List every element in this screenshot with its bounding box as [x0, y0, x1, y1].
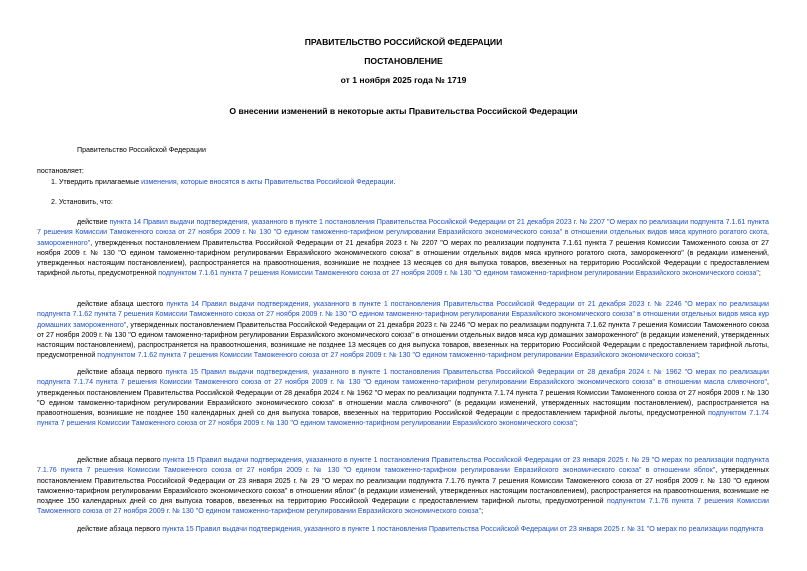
issuer-text: Правительство Российской Федерации: [77, 146, 206, 154]
item-1-prefix: 1. Утвердить прилагаемые: [51, 178, 142, 186]
body-paragraph: [37, 367, 769, 429]
paragraph-text: действие абзаца первого: [77, 368, 166, 376]
paragraph-text: ;: [697, 351, 700, 360]
paragraph-text: действие: [77, 218, 110, 226]
paragraph-text: ;: [481, 507, 484, 516]
paragraph-text: ;: [758, 269, 761, 278]
document-type: ПОСТАНОВЛЕНИЕ: [364, 56, 443, 66]
body-paragraph: [37, 524, 769, 534]
decides-text: постановляет:: [37, 167, 84, 175]
rules-clause-link[interactable]: пункта 15 Правил выдачи подтверждения, указанного в пункте 1 постановления Правительства Российской Федерации от 28 декабря 2024 г. № 1962 "О мерах по реализации подпункта 7.1.74 пункта 7 решения Комиссии Таможенного союза от 27 ноября 2009 г. № 130 "О едином таможенно-тарифном регулировании Евразийского экономического союза" в отношении масла сливочного": [37, 368, 769, 387]
rules-clause-link[interactable]: пункта 14 Правил выдачи подтверждения, указанного в пункте 1 постановления Правительства Российской Федерации от 21 декабря 2023 г. № 2246 "О мерах по реализации подпункта 7.1.62 пункта 7 решения Комиссии Таможенного союза от 27 ноября 2009 г. № 130 "О едином таможенно-тарифном регулировании Евразийского экономического союза" в отношении отдельных видов мяса кур домашних замороженного": [37, 300, 769, 329]
paragraph-text: , утвержденных постановлением Правительства Российской Федерации от 23 января 2025 г. № 29 "О мерах по реализации подпункта 7.1.76 пункта 7 решения Комиссии Таможенного союза от 27 ноября 2009 г. № 130 "О едином таможенно-тарифном регулировании Евразийского экономического союза" в отношении яблок" (в редакции изменений, утвержденных настоящим постановлением), распространяется на правоотношения, возникшие не позднее 150 календарных дней со дня выпуска товаров, ввезенных на территорию Российской Федерации с предоставлением тарифной льготы, предусмотренной: [37, 466, 769, 506]
paragraph-text: , утвержденных постановлением Правительства Российской Федерации от 21 декабря 2023 г. № 2207 "О мерах по реализации подпункта 7.1.61 пункта 7 решения Комиссии Таможенного союза от 27 ноября 2009 г. № 130 "О едином таможенно-тарифном регулировании Евразийского экономического союза" в отношении отдельных видов мяса крупного рогатого скота, замороженного" (в редакции изменений, утвержденных настоящим постановлением), распространяется на правоотношения, возникшие не позднее 13 месяцев со дня выпуска товаров, ввезенных на территорию Российской Федерации с предоставлением тарифной льготы, предусмотренной: [37, 238, 769, 278]
subclause-link[interactable]: подпунктом 7.1.74 пункта 7 решения Комиссии Таможенного союза от 27 ноября 2009 г. № 130 "О едином таможенно-тарифном регулировании Евразийского экономического союза": [37, 409, 770, 428]
rules-clause-link[interactable]: пункта 14 Правил выдачи подтверждения, указанного в пункте 1 постановления Правительства Российской Федерации от 21 декабря 2023 г. № 2207 "О мерах по реализации подпункта 7.1.61 пункта 7 решения Комиссии Таможенного союза от 27 ноября 2009 г. № 130 "О едином таможенно-тарифном регулировании Евразийского экономического союза" в отношении отдельных видов мяса крупного рогатого скота, замороженного": [37, 218, 769, 247]
paragraph-text: действие абзаца шестого: [77, 300, 167, 308]
item-1: [51, 177, 395, 187]
subclause-link[interactable]: подпунктом 7.1.61 пункта 7 решения Комиссии Таможенного союза от 27 ноября 2009 г. № 130 "О едином таможенно-тарифном регулировании Евразийского экономического союза": [158, 269, 759, 278]
body-paragraph: [37, 299, 769, 361]
rules-clause-link[interactable]: пункта 15 Правил выдачи подтверждения, указанного в пункте 1 постановления Правительства Российской Федерации от 23 января 2025 г. № 29 "О мерах по реализации подпункта 7.1.76 пункта 7 решения Комиссии Таможенного союза от 27 ноября 2009 г. № 130 "О едином таможенно-тарифном регулировании Евразийского экономического союза" в отношении яблок": [37, 456, 770, 475]
paragraph-text: действие абзаца первого: [77, 525, 163, 533]
government-title: ПРАВИТЕЛЬСТВО РОССИЙСКОЙ ФЕДЕРАЦИИ: [304, 37, 503, 47]
document-subject: О внесении изменений в некоторые акты Правительства Российской Федерации: [229, 106, 578, 116]
item-2: 2. Установить, что:: [51, 198, 113, 206]
paragraph-text: , утвержденных постановлением Правительства Российской Федерации от 28 декабря 2024 г. № 1962 "О мерах по реализации подпункта 7.1.74 пункта 7 решения Комиссии Таможенного союза от 27 ноября 2009 г. № 130 "О едином таможенно-тарифном регулировании Евразийского экономического союза" в отношении масла сливочного" (в редакции изменений, утвержденных настоящим постановлением), распространяется на правоотношения, возникшие не позднее 150 календарных дней со дня выпуска товаров, ввезенных на территорию Российской Федерации с предоставлением тарифной льготы, предусмотренной: [37, 378, 769, 418]
amendments-link[interactable]: изменения, которые вносятся в акты Правительства Российской Федерации: [141, 178, 394, 186]
paragraph-text: действие абзаца первого: [77, 456, 163, 464]
paragraph-text: ;: [575, 419, 578, 428]
paragraph-text: , утвержденных постановлением Правительства Российской Федерации от 21 декабря 2023 г. № 2246 "О мерах по реализации подпункта 7.1.62 пункта 7 решения Комиссии Таможенного союза от 27 ноября 2009 г. № 130 "О едином таможенно-тарифном регулировании Евразийского экономического союза" в отношении отдельных видов мяса кур домашних замороженного" (в редакции изменений, утвержденных настоящим постановлением), распространяется на правоотношения, возникшие не позднее 13 месяцев со дня выпуска товаров, ввезенных на территорию Российской Федерации с предоставлением тарифной льготы, предусмотренной: [37, 320, 769, 360]
subclause-link[interactable]: подпунктом 7.1.62 пункта 7 решения Комиссии Таможенного союза от 27 ноября 2009 г. № 130 "О едином таможенно-тарифном регулировании Евразийского экономического союза": [97, 351, 698, 360]
item-1-suffix: .: [393, 178, 396, 186]
document-date-number: от 1 ноября 2025 года № 1719: [340, 75, 467, 85]
subclause-link[interactable]: подпунктом 7.1.76 пункта 7 решения Комиссии Таможенного союза от 27 ноября 2009 г. № 130 "О едином таможенно-тарифном регулировании Евразийского экономического союза": [37, 497, 769, 516]
body-paragraph: [37, 455, 769, 517]
body-paragraph: [37, 217, 769, 279]
rules-clause-link[interactable]: пункта 15 Правил выдачи подтверждения, указанного в пункте 1 постановления Правительства Российской Федерации от 23 января 2025 г. № 31 "О мерах по реализации подпункта: [162, 525, 764, 533]
